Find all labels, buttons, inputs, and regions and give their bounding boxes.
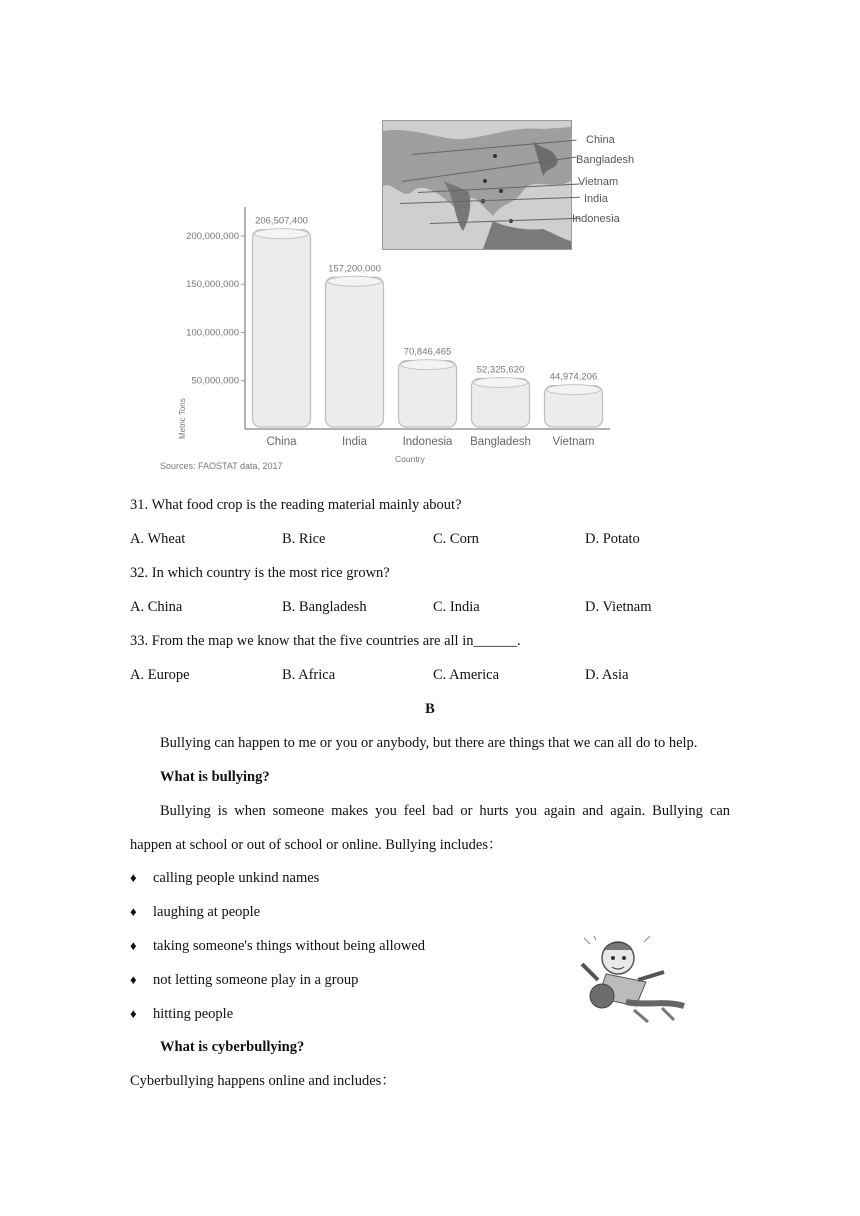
bar-top xyxy=(547,385,601,395)
bar xyxy=(399,361,457,427)
bullet-icon: ♦ xyxy=(130,1006,137,1021)
bar-value-label: 52,325,620 xyxy=(476,364,525,376)
section-b-intro: Bullying can happen to me or you or anybody, but there are things that we can all do to help. xyxy=(160,735,698,751)
bullying-heading: What is bullying? xyxy=(160,769,270,785)
bar-top xyxy=(474,377,528,387)
map-label-indonesia: Indonesia xyxy=(572,213,620,225)
bar-value-label: 44,974,206 xyxy=(549,371,598,383)
chart-svg xyxy=(150,202,660,477)
question-32-option-b: B. Bangladesh xyxy=(282,599,367,615)
question-33-option-c: C. America xyxy=(433,667,500,683)
x-tick-label: China xyxy=(266,436,297,448)
y-tick-label: 100,000,000 xyxy=(186,327,239,339)
rice-bar-chart xyxy=(150,202,660,477)
y-tick-label: 150,000,000 xyxy=(186,279,239,291)
bullet-item: taking someone's things without being allowed xyxy=(153,938,426,954)
cyberbullying-intro: Cyberbullying happens online and includes： xyxy=(130,1073,396,1089)
cyberbullying-heading: What is cyberbullying? xyxy=(160,1039,305,1055)
bar-top xyxy=(255,229,309,239)
bullet-icon: ♦ xyxy=(130,938,137,953)
question-32-stem: 32. In which country is the most rice grown? xyxy=(130,565,390,581)
bar-top xyxy=(328,276,382,286)
bar-value-label: 70,846,465 xyxy=(403,346,452,358)
question-31-option-d: D. Potato xyxy=(585,531,640,547)
bullet-item: laughing at people xyxy=(153,904,261,920)
bullet-icon: ♦ xyxy=(130,972,137,987)
question-32-option-c: C. India xyxy=(433,599,480,615)
map-label-china: China xyxy=(586,134,615,146)
bullying-paragraph-line1: Bullying is when someone makes you feel bad or hurts you again and again. Bullying can xyxy=(160,803,730,819)
map-label-vietnam: Vietnam xyxy=(578,176,619,188)
chart-source: Sources: FAOSTAT data, 2017 xyxy=(160,461,283,471)
question-33-stem: 33. From the map we know that the five countries are all in______. xyxy=(130,633,521,649)
question-33-option-b: B. Africa xyxy=(282,667,336,683)
x-tick-label: Bangladesh xyxy=(470,436,531,448)
section-b-heading: B xyxy=(425,701,435,717)
x-tick-label: Indonesia xyxy=(402,436,453,448)
bullet-item: not letting someone play in a group xyxy=(153,972,359,988)
y-tick-label: 50,000,000 xyxy=(191,375,239,387)
rice-production-figure xyxy=(150,112,660,477)
bullying-illustration xyxy=(576,936,691,1024)
bullying-paragraph-line2: happen at school or out of school or online. Bullying includes： xyxy=(130,837,503,853)
bullet-icon: ♦ xyxy=(130,904,137,919)
map-label-india: India xyxy=(584,193,608,205)
bullet-icon: ♦ xyxy=(130,870,137,885)
x-axis-label: Country xyxy=(395,454,425,464)
bar-value-label: 206,507,400 xyxy=(255,215,308,227)
x-tick-label: India xyxy=(342,436,367,448)
question-31-stem: 31. What food crop is the reading material mainly about? xyxy=(130,497,462,513)
y-tick-label: 200,000,000 xyxy=(186,230,239,242)
y-axis-label: Metric Tons xyxy=(178,398,187,439)
bullet-item: calling people unkind names xyxy=(153,870,320,886)
question-32-option-d: D. Vietnam xyxy=(585,599,652,615)
question-33-option-d: D. Asia xyxy=(585,667,629,683)
question-31-option-c: C. Corn xyxy=(433,531,479,547)
bar-top xyxy=(401,360,455,370)
question-32-option-a: A. China xyxy=(130,599,183,615)
question-33-option-a: A. Europe xyxy=(130,667,190,683)
map-label-bangladesh: Bangladesh xyxy=(576,154,635,166)
x-tick-label: Vietnam xyxy=(552,436,595,448)
bar-value-label: 157,200,000 xyxy=(328,263,381,275)
bullet-item: hitting people xyxy=(153,1006,234,1022)
question-31-option-a: A. Wheat xyxy=(130,531,186,547)
bar xyxy=(326,277,384,427)
bar xyxy=(253,230,311,427)
question-31-option-b: B. Rice xyxy=(282,531,326,547)
